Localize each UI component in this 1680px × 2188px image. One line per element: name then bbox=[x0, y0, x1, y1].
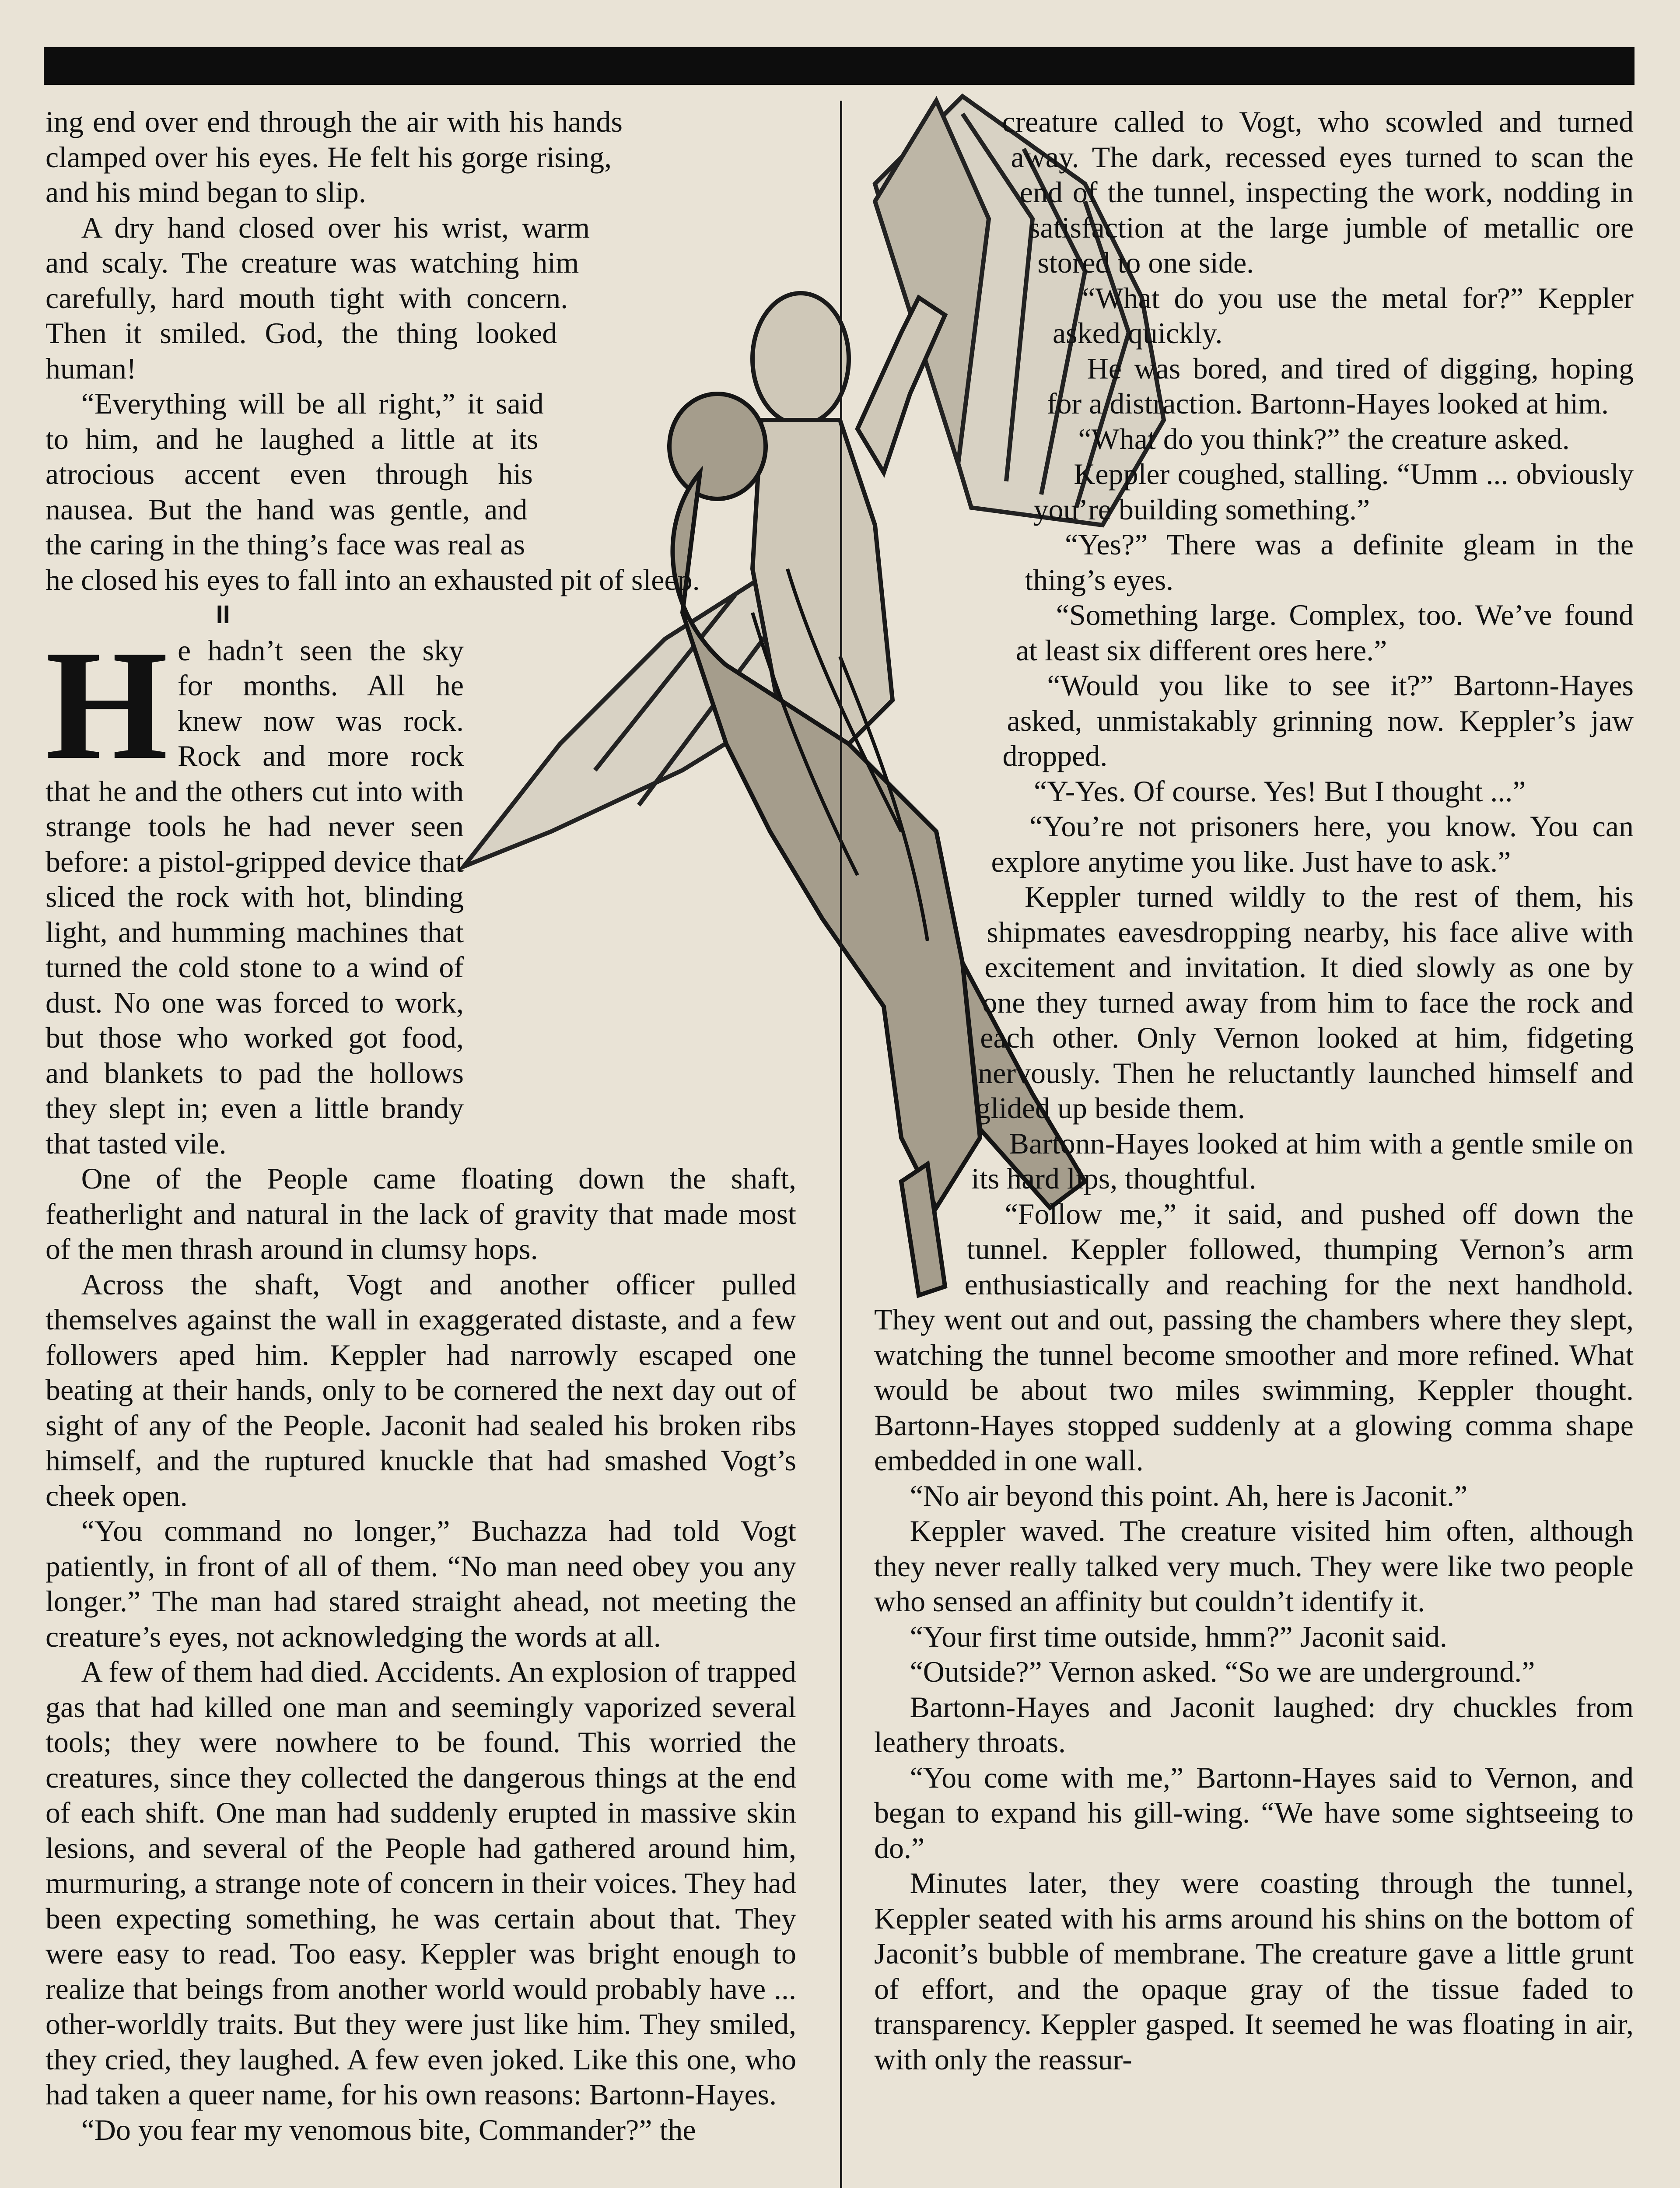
paragraph: “What do you think?” the creature asked. bbox=[1078, 422, 1570, 456]
column-divider bbox=[840, 101, 842, 2188]
paragraph: “You’re not prisoners here, you know. You can explore anytime you like. Just have to ask.” bbox=[991, 810, 1634, 878]
paragraph: A dry hand closed over his wrist, warm and scaly. The creature was watching him carefully, hard mouth tight with concern. Then it smiled. God, the thing looked human! bbox=[46, 210, 590, 385]
paragraph: “Outside?” Vernon asked. “So we are underground.” bbox=[910, 1655, 1535, 1688]
drop-cap: H bbox=[46, 617, 168, 792]
paragraph: “Something large. Complex, too. We’ve found at least six different ores here.” bbox=[1015, 598, 1634, 667]
paragraph: “Everything will be all right,” it said to him, and he laughed a little at its atrocious accent even through his nausea. But the hand was gentle, and the caring in the thing’s face was real as he closed his eyes to fall into an exhausted pit of sleep. bbox=[46, 387, 700, 596]
section-number: II bbox=[216, 600, 230, 629]
left-column bbox=[46, 104, 796, 2147]
paragraph: creature called to Vogt, who scowled and turned away. The dark, recessed eyes turned to scan the end of the tunnel, inspecting the work, nodding in satisfaction at the large jumble of metallic ore stored to one side. bbox=[1002, 105, 1634, 279]
paragraph: “Follow me,” it said, and pushed off down the tunnel. Keppler followed, thumping Vernon’s arm enthusiastically and reaching for the next handhold. They went out and out, passing the chambers where they slept, watching the tunnel become smoother and more refined. What would be about two miles swimming, Keppler thought. Bartonn-Hayes stopped suddenly at a glowing comma shape embedded in one wall. bbox=[874, 1197, 1634, 1477]
paragraph: Across the shaft, Vogt and another officer pulled themselves against the wall in exaggerated distaste, and a few followers aped him. Keppler had narrowly escaped one beating at their hands, only to be cornered the next day out of sight of any of the People. Jaconit had sealed his broken ribs himself, and the ruptured knuckle that had smashed Vogt’s cheek open. bbox=[46, 1267, 796, 1512]
paragraph: Minutes later, they were coasting through the tunnel, Keppler seated with his arms around his shins on the bottom of Jaconit’s bubble of membrane. The creature gave a little grunt of effort, and the opaque gray of the tissue faded to transparency. Keppler gasped. It seemed he was floating in air, with only the reassur- bbox=[874, 1866, 1634, 2076]
paragraph: “Would you like to see it?” Bartonn-Hayes asked, unmistakably grinning now. Keppler’s jaw dropped. bbox=[1002, 669, 1634, 772]
paragraph: “Y-Yes. Of course. Yes! But I thought ...” bbox=[1033, 774, 1526, 808]
paragraph: “Yes?” There was a definite gleam in the thing’s eyes. bbox=[1025, 528, 1634, 596]
section-opening-text: e hadn’t seen the sky for months. All he knew now was rock. Rock and more rock that he and the others cut into with strange tools he had never seen before: a pistol-gripped device that sliced the rock with hot, blinding light, and humming machines that turned the cold stone to a wind of dust. No one was forced to work, but those who worked got food, and blankets to pad the hollows they slept in; even a little brandy that tasted vile. bbox=[46, 633, 464, 1160]
paragraph: “You command no longer,” Buchazza had told Vogt patiently, in front of all of them. “No man need obey you any longer.” The man had stared straight ahead, not meeting the creature’s eyes, not acknowledging the words at all. bbox=[46, 1514, 796, 1653]
paragraph: “You come with me,” Bartonn-Hayes said to Vernon, and began to expand his gill-wing. “We have some sightseeing to do.” bbox=[874, 1760, 1634, 1865]
paragraph: ing end over end through the air with his hands clamped over his eyes. He felt his gorge rising, and his mind began to slip. bbox=[46, 105, 623, 209]
paragraph: Keppler coughed, stalling. “Umm ... obviously you’re building something.” bbox=[1033, 457, 1634, 526]
paragraph: He was bored, and tired of digging, hoping for a distraction. Bartonn-Hayes looked at him. bbox=[1046, 351, 1634, 420]
paragraph: “Your first time outside, hmm?” Jaconit said. bbox=[910, 1620, 1447, 1653]
paragraph: Keppler turned wildly to the rest of them, his shipmates eavesdropping nearby, his face alive with excitement and invitation. It died slowly as one by one they turned away from him to face the rock and each other. Only Vernon looked at him, fidgeting nervously. Then he reluctantly launched himself and glided up beside them. bbox=[976, 880, 1634, 1125]
paragraph: Bartonn-Hayes and Jaconit laughed: dry chuckles from leathery throats. bbox=[874, 1690, 1634, 1759]
header-bar bbox=[44, 47, 1634, 85]
paragraph: A few of them had died. Accidents. An explosion of trapped gas that had killed one man and seemingly vaporized several tools; they were nowhere to be found. This worried the creatures, since they collected the dangerous things at the end of each shift. One man had suddenly erupted in massive skin lesions, and several of the People had gathered around him, murmuring, a strange note of concern in their voices. They had been expecting something, he was certain about that. They were easy to read. Too easy. Keppler was bright enough to realize that beings from another world would probably have ... other-worldly traits. But they were just like him. They smiled, they cried, they laughed. A few even joked. Like this one, who had taken a queer name, for his own reasons: Bartonn-Hayes. bbox=[46, 1655, 796, 2111]
paragraph: “No air beyond this point. Ah, here is Jaconit.” bbox=[910, 1479, 1468, 1512]
paragraph: One of the People came floating down the shaft, featherlight and natural in the lack of gravity that made most of the men thrash around in clumsy hops. bbox=[46, 1162, 796, 1266]
paragraph: Keppler waved. The creature visited him often, although they never really talked very much. They were like two people who sensed an affinity but couldn’t identify it. bbox=[874, 1514, 1634, 1618]
right-column bbox=[874, 104, 1634, 2077]
paragraph: “What do you use the metal for?” Keppler asked quickly. bbox=[1053, 281, 1634, 350]
paragraph: “Do you fear my venomous bite, Commander?” the bbox=[81, 2113, 696, 2146]
paragraph: Bartonn-Hayes looked at him with a gentle smile on its hard lips, thoughtful. bbox=[971, 1126, 1634, 1195]
